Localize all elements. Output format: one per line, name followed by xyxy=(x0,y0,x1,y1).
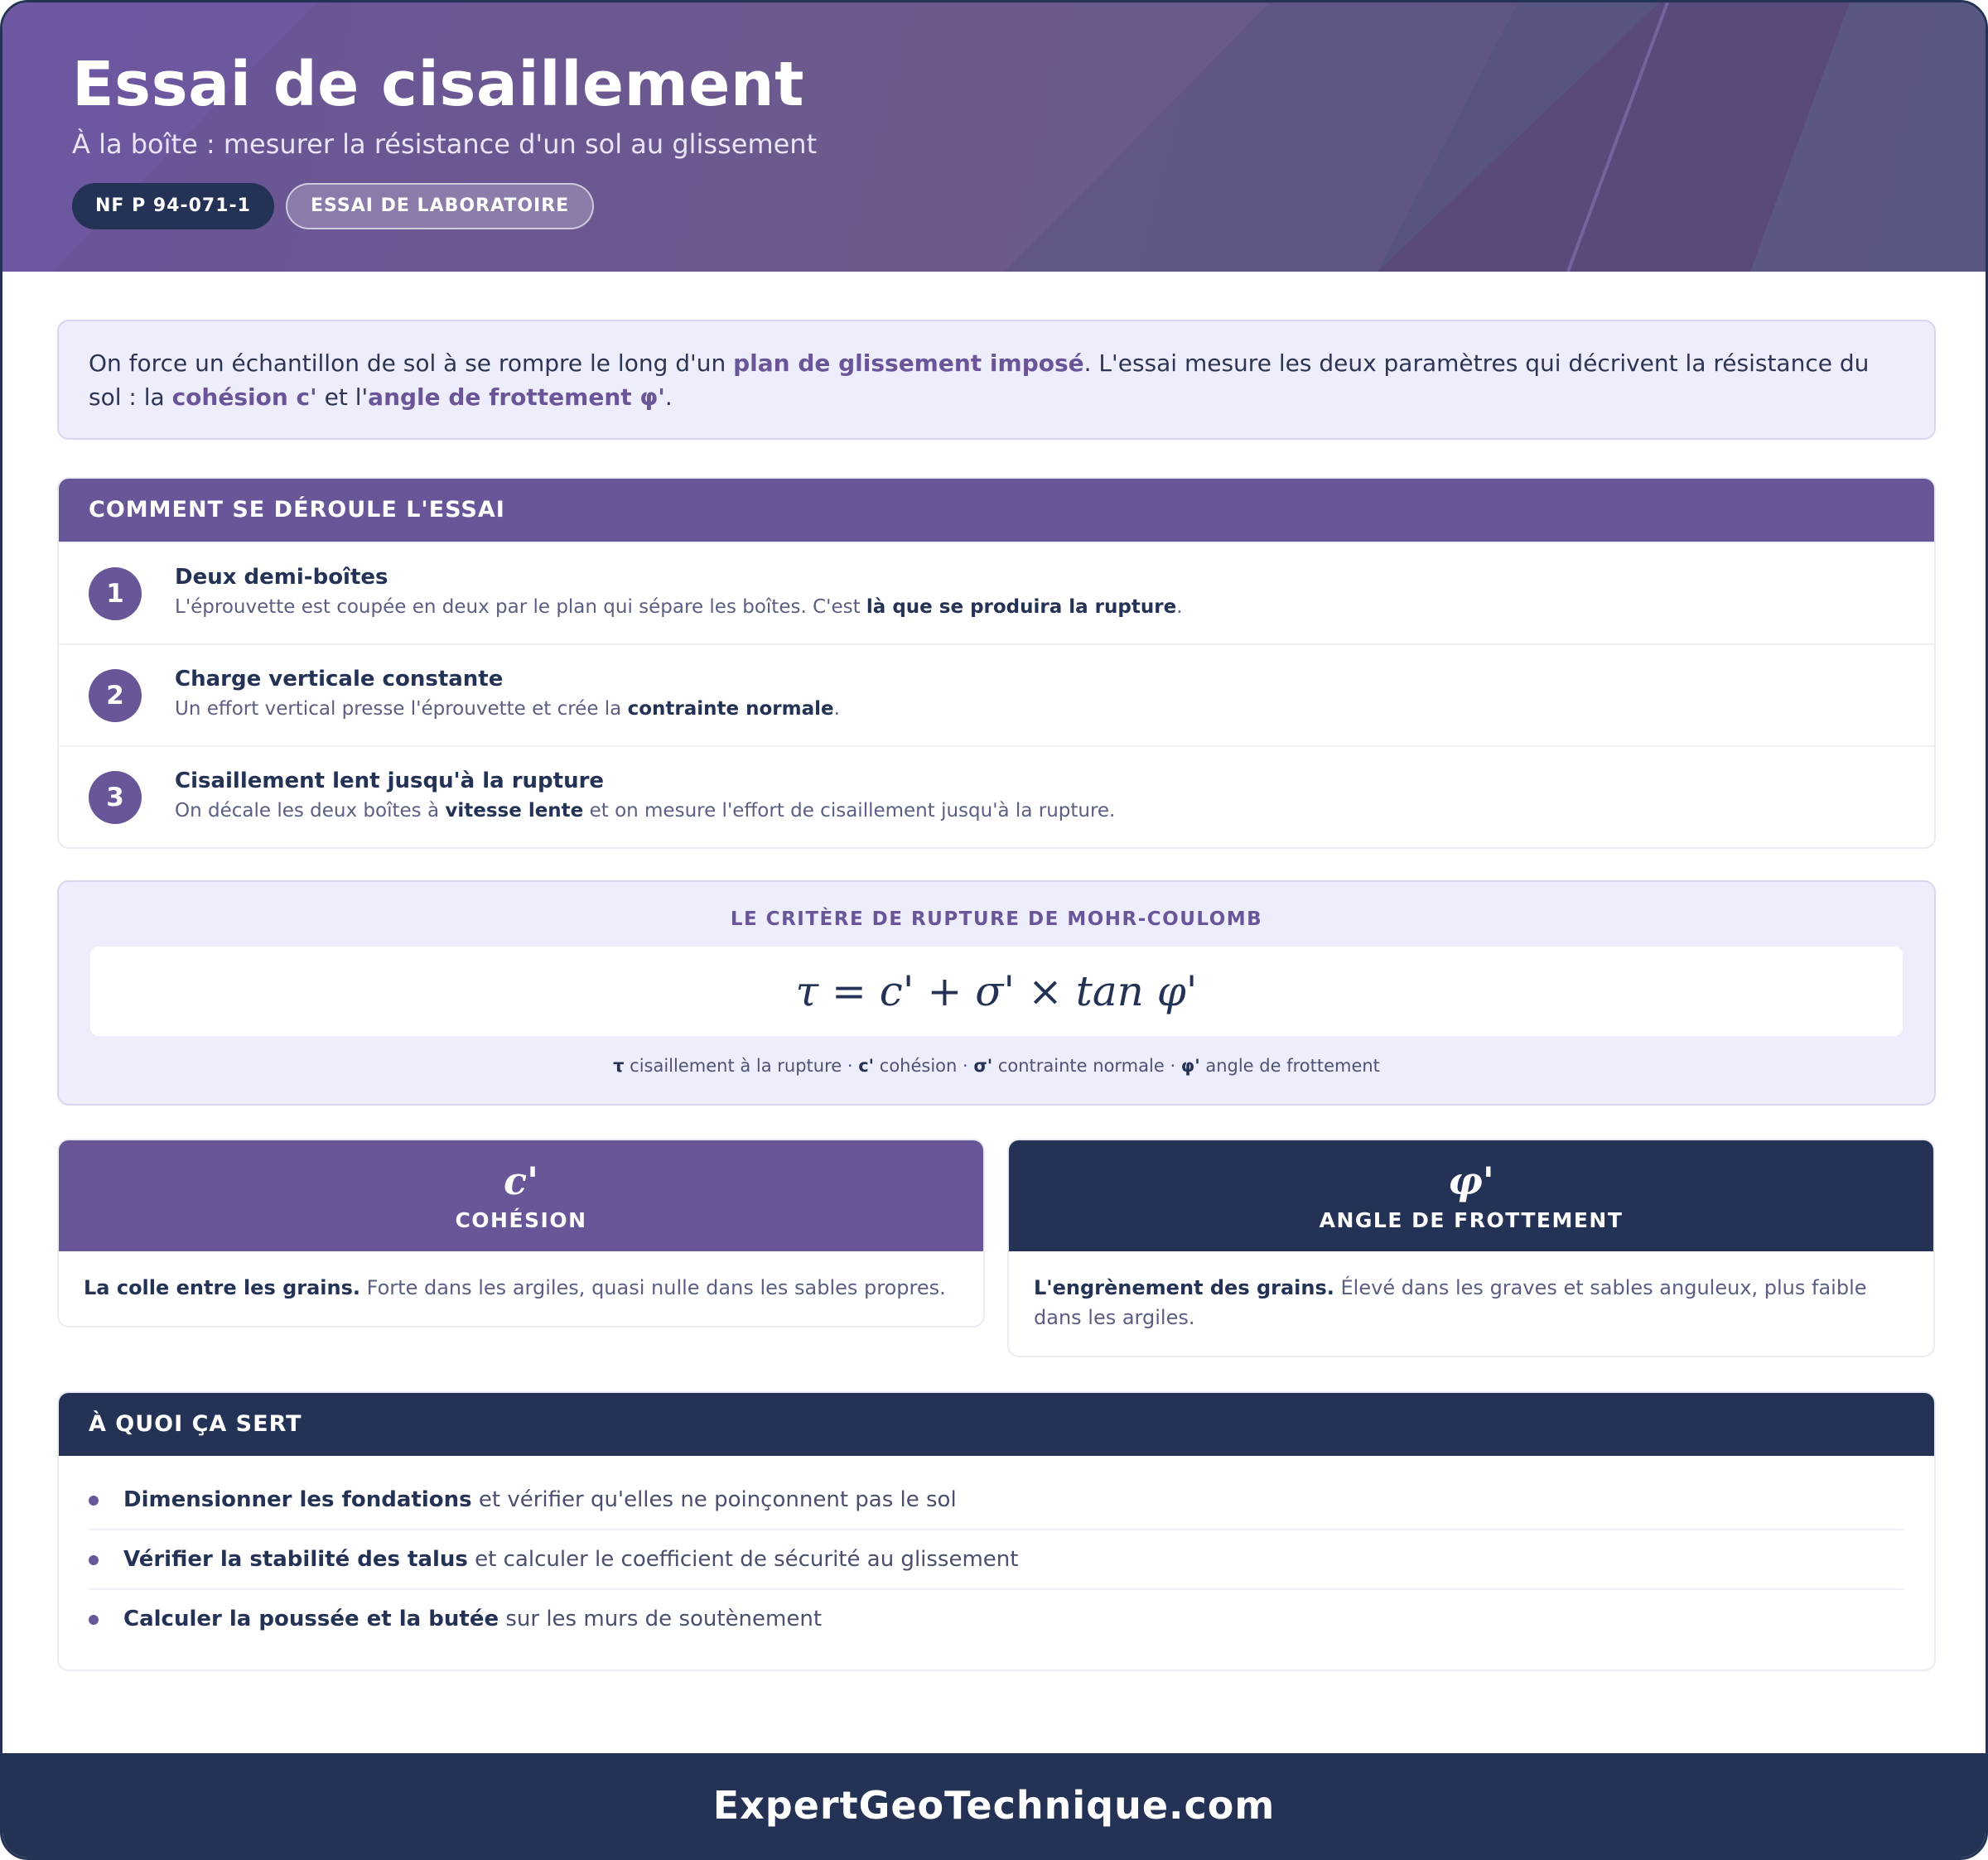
page-title: Essai de cisaillement xyxy=(72,49,804,120)
bullet-icon xyxy=(89,1615,99,1625)
step-title: Cisaillement lent jusqu'à la rupture xyxy=(175,769,605,793)
cohesion-card xyxy=(57,1139,985,1328)
bullet-icon xyxy=(89,1555,99,1565)
formula-label: LE CRITÈRE DE RUPTURE DE MOHR-COULOMB xyxy=(730,908,1263,930)
step-item xyxy=(59,745,1934,847)
intro-text: et l' xyxy=(316,383,369,411)
intro-text: . xyxy=(664,383,673,411)
footer-site-link[interactable]: ExpertGeoTechnique.com xyxy=(2,1753,1986,1858)
uses-heading: À QUOI ÇA SERT xyxy=(59,1393,1934,1456)
cohesion-symbol: c' xyxy=(503,1159,539,1203)
cohesion-description: La colle entre les grains. Forte dans les argiles, quasi nulle dans les sables propres. xyxy=(84,1276,946,1299)
friction-angle-title: ANGLE DE FROTTEMENT xyxy=(1319,1208,1624,1232)
step-number: 2 xyxy=(89,669,142,722)
cohesion-header xyxy=(59,1140,983,1251)
intro-text: On force un échantillon de sol à se rompre le long d'un xyxy=(89,349,734,377)
procedure-card xyxy=(57,477,1936,849)
step-description: On décale les deux boîtes à vitesse lente et on mesure l'effort de cisaillement jusqu'à la rupture. xyxy=(175,800,1116,822)
uses-list xyxy=(59,1456,1934,1670)
step-description: Un effort vertical presse l'éprouvette et crée la contrainte normale. xyxy=(175,698,840,720)
step-number: 3 xyxy=(89,771,142,824)
page-subtitle: À la boîte : mesurer la résistance d'un sol au glissement xyxy=(72,128,818,160)
category-tag: ESSAI DE LABORATOIRE xyxy=(286,183,594,229)
list-item: Dimensionner les fondations et vérifier qu'elles ne poinçonnent pas le sol xyxy=(89,1471,1904,1530)
intro-highlight: plan de glissement imposé xyxy=(733,349,1084,377)
step-item xyxy=(59,542,1934,643)
uses-card xyxy=(57,1391,1936,1671)
step-number: 1 xyxy=(89,567,142,620)
step-title: Charge verticale constante xyxy=(175,667,504,691)
step-item xyxy=(59,643,1934,745)
list-item: Calculer la poussée et la butée sur les murs de soutènement xyxy=(89,1590,1904,1648)
procedure-heading: COMMENT SE DÉROULE L'ESSAI xyxy=(59,479,1934,542)
step-description: L'éprouvette est coupée en deux par le plan qui sépare les boîtes. C'est là que se produira la rupture. xyxy=(175,596,1183,618)
list-item: Vérifier la stabilité des talus et calculer le coefficient de sécurité au glissement xyxy=(89,1530,1904,1590)
cohesion-title: COHÉSION xyxy=(455,1208,587,1232)
bullet-icon xyxy=(89,1496,99,1506)
tag-row xyxy=(72,183,594,229)
friction-angle-card xyxy=(1007,1139,1935,1357)
intro-box xyxy=(57,320,1936,440)
friction-angle-header xyxy=(1009,1140,1933,1251)
step-title: Deux demi-boîtes xyxy=(175,565,388,590)
formula-legend: τ cisaillement à la rupture · c' cohésion · σ' contrainte normale · φ' angle de frottement xyxy=(613,1056,1380,1076)
standard-tag: NF P 94-071-1 xyxy=(72,183,274,229)
formula-equation: τ = c' + σ' × tan φ' xyxy=(90,947,1903,1036)
intro-highlight: angle de frottement φ' xyxy=(368,383,665,411)
friction-angle-description: L'engrènement des grains. Élevé dans les graves et sables anguleux, plus faible dans les argiles. xyxy=(1034,1276,1867,1329)
formula-box xyxy=(57,880,1936,1106)
friction-angle-symbol: φ' xyxy=(1448,1159,1494,1203)
header-banner xyxy=(2,2,1986,272)
intro-highlight: cohésion c' xyxy=(171,383,317,411)
intro-text: . L'essai mesure les deux paramètres qui décrivent la résistance du sol : la xyxy=(89,349,1870,411)
